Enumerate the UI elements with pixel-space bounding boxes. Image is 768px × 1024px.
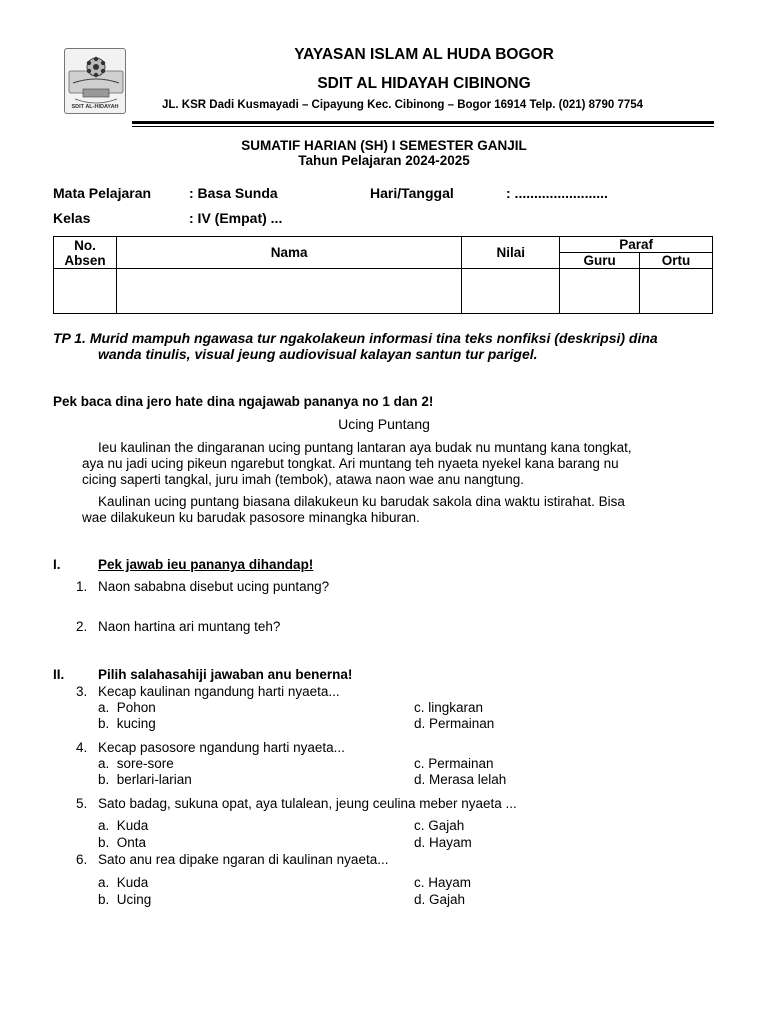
q6-option-b[interactable]: b. Ucing (98, 892, 152, 907)
col-paraf-header: Paraf (560, 237, 713, 253)
q6-option-c[interactable]: c. Hayam (414, 875, 472, 890)
q5-option-b[interactable]: b. Onta (98, 835, 147, 850)
reading-p2-line1: Kaulinan ucing puntang biasana dilakukeun ku barudak sakola dina waktu istirahat. Bisa (98, 494, 625, 509)
q5-option-c-text: Gajah (428, 818, 465, 833)
q3-option-b[interactable]: b. kucing (98, 716, 156, 731)
objective-line2: wanda tinulis, visual jeung audiovisual kalayan santun tur parigel. (98, 346, 538, 362)
q4-option-b[interactable]: b. berlari-larian (98, 772, 192, 787)
q6-option-d-text: Gajah (429, 892, 466, 907)
q6-number: 6. (76, 852, 88, 867)
q6-option-d[interactable]: d. Gajah (414, 892, 466, 907)
col-name-header: Nama (116, 237, 461, 269)
school-name: SDIT AL HIDAYAH CIBINONG (317, 75, 531, 92)
q3-text: Kecap kaulinan ngandung harti nyaeta... (98, 684, 340, 699)
subject-label: Mata Pelajaran (53, 185, 152, 201)
q6-option-c-text: Hayam (428, 875, 472, 890)
reading-p1-line2: aya nu jadi ucing pikeun ngarebut tongkat. Ari muntang teh nyaeta nyekel kana barang nu (82, 456, 619, 471)
section1-number: I. (53, 557, 61, 572)
q1-number: 1. (76, 579, 88, 594)
q3-option-c[interactable]: c. lingkaran (414, 700, 484, 715)
class-label: Kelas (53, 210, 91, 226)
q4-option-a[interactable]: a. sore-sore (98, 756, 174, 771)
reading-instruction: Pek baca dina jero hate dina ngajawab pananya no 1 dan 2! (53, 394, 434, 409)
q2-number: 2. (76, 619, 88, 634)
q5-option-c[interactable]: c. Gajah (414, 818, 465, 833)
subject-value: : Basa Sunda (189, 185, 278, 201)
cell-guru[interactable] (560, 269, 640, 314)
q1-text: Naon sababna disebut ucing puntang? (98, 579, 330, 594)
q3-option-d[interactable]: d. Permainan (414, 716, 495, 731)
exam-year: Tahun Pelajaran 2024-2025 (298, 153, 470, 168)
q3-option-a-text: Pohon (116, 700, 156, 715)
q3-option-a[interactable]: a. Pohon (98, 700, 156, 715)
q5-option-a-text: Kuda (116, 818, 149, 833)
q5-option-d-text: Hayam (429, 835, 472, 850)
objective-line1: TP 1. Murid mampuh ngawasa tur ngakolakeun informasi tina teks nonfiksi (deskripsi) dina (53, 330, 658, 346)
q5-option-b-text: Onta (116, 835, 147, 850)
exam-title: SUMATIF HARIAN (SH) I SEMESTER GANJIL (241, 138, 527, 153)
q5-option-d[interactable]: d. Hayam (414, 835, 472, 850)
q6-option-a-text: Kuda (116, 875, 149, 890)
q3-option-b-text: kucing (116, 716, 156, 731)
header-rule-thick (132, 121, 714, 124)
col-guru-header: Guru (560, 253, 640, 269)
col-score-header: Nilai (462, 237, 560, 269)
date-label: Hari/Tanggal (370, 185, 454, 201)
q5-text: Sato badag, sukuna opat, aya tulalean, jeung ceulina meber nyaeta ... (98, 796, 517, 811)
logo-caption: SDIT AL-HIDAYAH (71, 104, 119, 110)
cell-name[interactable] (116, 269, 461, 314)
q5-option-a[interactable]: a. Kuda (98, 818, 149, 833)
q4-option-d[interactable]: d. Merasa lelah (414, 772, 507, 787)
section1-title: Pek jawab ieu pananya dihandap! (98, 557, 314, 572)
reading-p2-line2: wae dilakukeun ku barudak pasosore minangka hiburan. (82, 510, 420, 525)
student-info-table (53, 236, 713, 314)
q5-number: 5. (76, 796, 88, 811)
q3-option-d-text: Permainan (429, 716, 495, 731)
q4-number: 4. (76, 740, 88, 755)
reading-title: Ucing Puntang (338, 416, 430, 432)
cell-ortu[interactable] (640, 269, 713, 314)
section2-number: II. (53, 667, 65, 682)
q4-option-c[interactable]: c. Permainan (414, 756, 494, 771)
reading-p1-line1: Ieu kaulinan the dingaranan ucing puntang lantaran aya budak nu muntang kana tongkat, (98, 440, 632, 455)
col-ortu-header: Ortu (640, 253, 713, 269)
q4-option-c-text: Permainan (428, 756, 494, 771)
col-no-label: No. (74, 237, 96, 253)
q4-option-d-text: Merasa lelah (429, 772, 507, 787)
col-absen-label: Absen (64, 252, 106, 268)
q6-option-b-text: Ucing (116, 892, 152, 907)
school-address: JL. KSR Dadi Kusmayadi – Cipayung Kec. Cibinong – Bogor 16914 Telp. (021) 8790 7754 (162, 99, 644, 111)
q3-number: 3. (76, 684, 88, 699)
section2-title: Pilih salahasahiji jawaban anu benerna! (98, 667, 353, 682)
foundation-name: YAYASAN ISLAM AL HUDA BOGOR (294, 46, 554, 63)
q4-option-b-text: berlari-larian (116, 772, 192, 787)
cell-score[interactable] (462, 269, 560, 314)
q6-text: Sato anu rea dipake ngaran di kaulinan nyaeta... (98, 852, 389, 867)
q2-text: Naon hartina ari muntang teh? (98, 619, 281, 634)
col-no-absen (54, 237, 117, 269)
class-value: : IV (Empat) ... (189, 210, 283, 226)
date-value: : ........................ (506, 185, 608, 201)
cell-no-absen[interactable] (54, 269, 117, 314)
reading-p1-line3: cicing saperti tangkal, juru imah (tembok), atawa naon wae anu nangtung. (82, 472, 525, 487)
q4-option-a-text: sore-sore (116, 756, 174, 771)
q3-option-c-text: lingkaran (428, 700, 484, 715)
q4-text: Kecap pasosore ngandung harti nyaeta... (98, 740, 345, 755)
q6-option-a[interactable]: a. Kuda (98, 875, 149, 890)
header-rule-thin (132, 126, 714, 127)
